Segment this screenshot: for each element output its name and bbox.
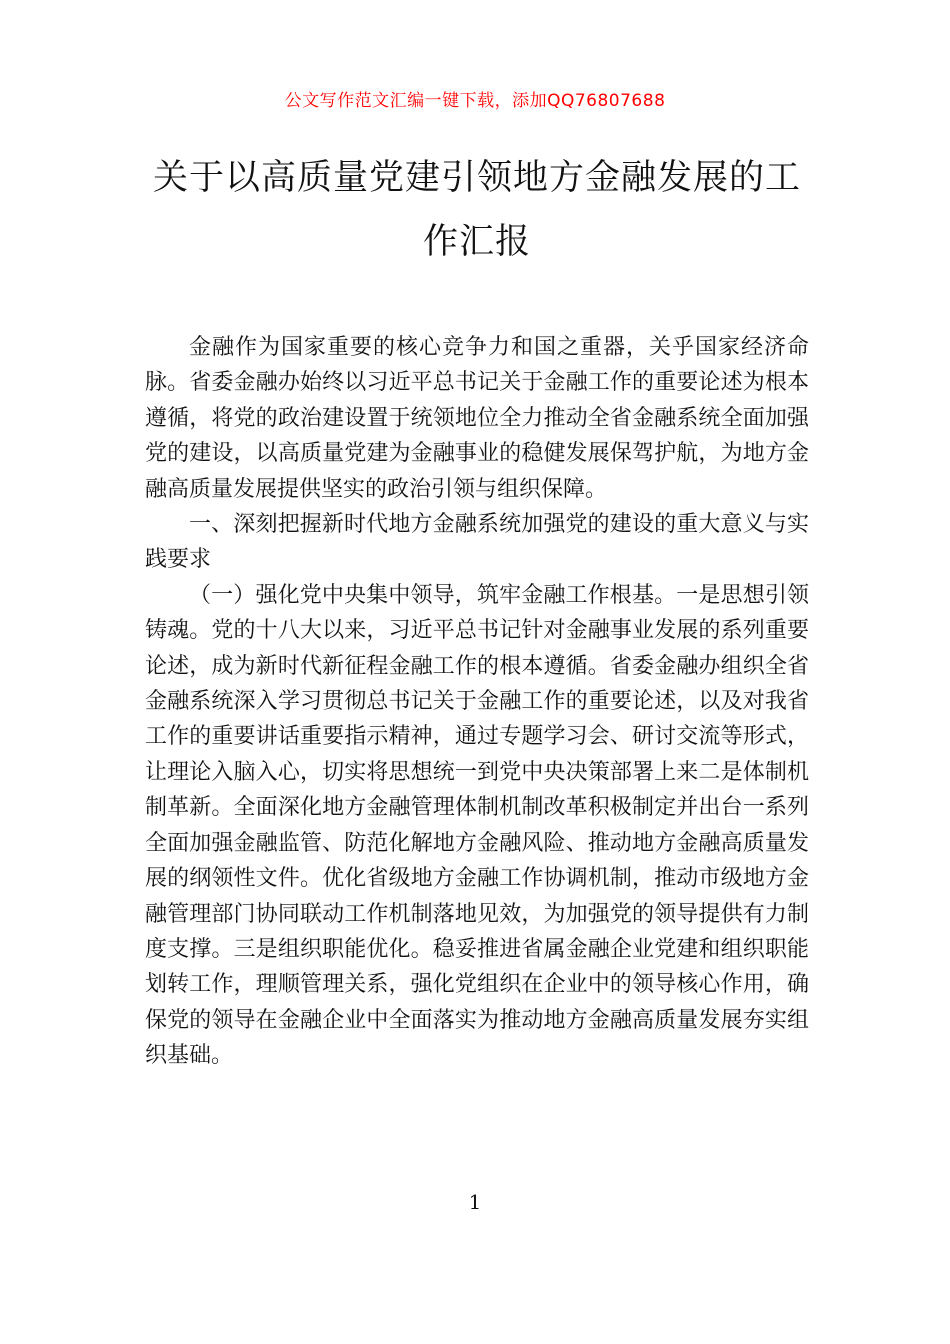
subsection-paragraph: （一）强化党中央集中领导，筑牢金融工作根基。一是思想引领铸魂。党的十八大以来，习近平总书记针对金融事业发展的系列重要论述，成为新时代新征程金融工作的根本遵循。省委金融办组织全省金融系统深入学习贯彻总书记关于金融工作的重要论述，以及对我省工作的重要讲话重要指示精神，通过专题学习会、研讨交流等形式，让理论入脑入心，切实将思想统一到党中央决策部署上来二是体制机制革新。全面深化地方金融管理体制机制改革积极制定并出台一系列全面加强金融监管、防范化解地方金融风险、推动地方金融高质量发展的纲领性文件。优化省级地方金融工作协调机制，推动市级地方金融管理部门协同联动工作机制落地见效，为加强党的领导提供有力制度支撑。三是组织职能优化。稳妥推进省属金融企业党建和组织职能划转工作，理顺管理关系，强化党组织在企业中的领导核心作用，确保党的领导在金融企业中全面落实为推动地方金融高质量发展夯实组织基础。: [145, 582, 809, 1069]
section-heading: 一、深刻把握新时代地方金融系统加强党的建设的重大意义与实践要求: [145, 512, 809, 573]
intro-paragraph: 金融作为国家重要的核心竞争力和国之重器，关乎国家经济命脉。省委金融办始终以习近平总书记关于金融工作的重要论述为根本遵循，将党的政治建设置于统领地位全力推动全省金融系统全面加强党的建设，以高质量党建为金融事业的稳健发展保驾护航，为地方金融高质量发展提供坚实的政治引领与组织保障。: [145, 335, 809, 502]
document-body: [145, 330, 809, 1074]
download-notice: 公文写作范文汇编一键下载，添加QQ76807688: [284, 91, 666, 111]
page-number: 1: [468, 1190, 482, 1214]
document-title: 关于以高质量党建引领地方金融发展的工作汇报: [152, 158, 801, 262]
